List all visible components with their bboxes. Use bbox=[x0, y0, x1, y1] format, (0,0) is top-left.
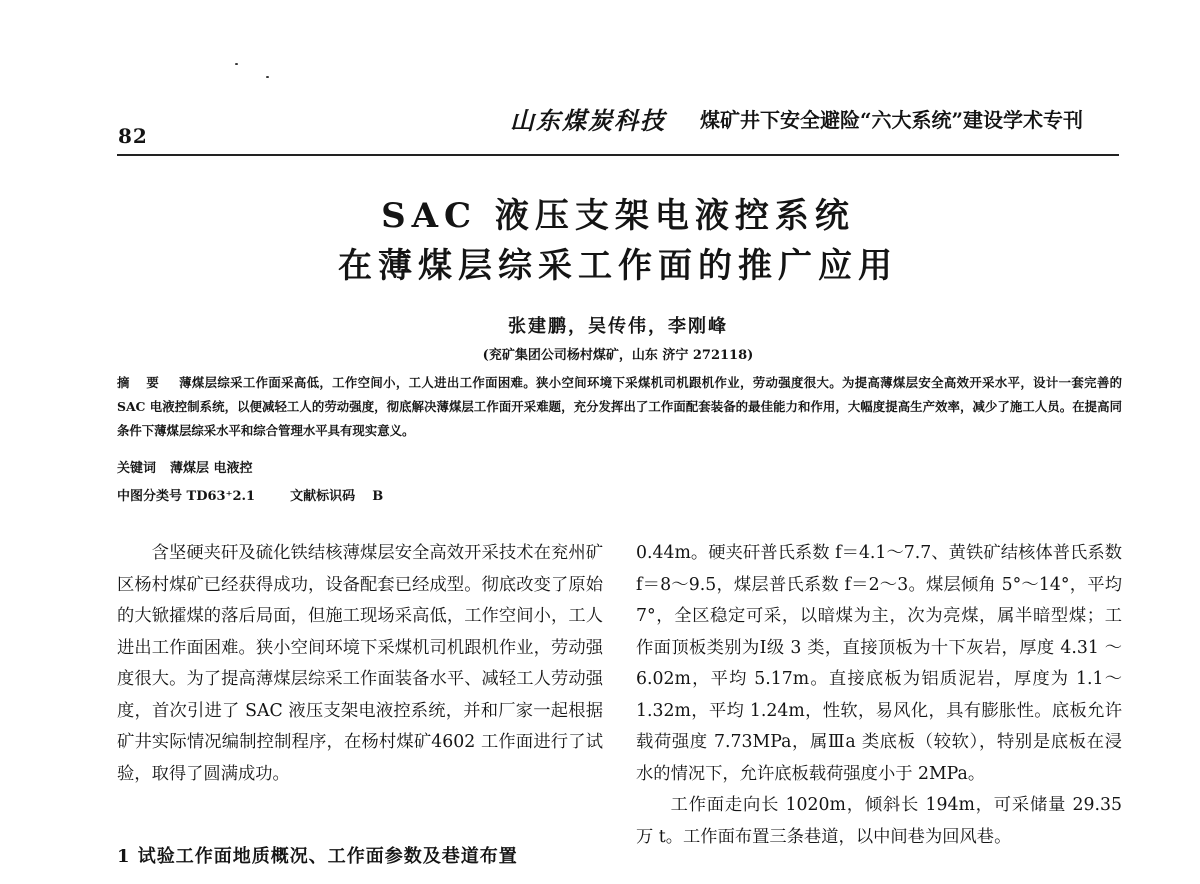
abstract-label: 摘 要 bbox=[117, 375, 166, 390]
article-title-line-2: 在薄煤层综采工作面的推广应用 bbox=[338, 246, 898, 286]
body-paragraph: 含坚硬夹矸及硫化铁结核薄煤层安全高效开采技术在兖州矿区杨村煤矿已经获得成功，设备配套已经成型。彻底改变了原始的大锨攉煤的落后局面，但施工现场采高低，工作空间小，工人进出工作面困难。狭小空间环境下采煤机司机跟机作业，劳动强度很大。为了提高薄煤层综采工作面装备水平、减轻工人劳动强度，首次引进了 SAC 液压支架电液控系统，并和厂家一起根据矿井实际情况编制控制程序，在杨村煤矿4602 工作面进行了试验，取得了圆满成功。 bbox=[117, 543, 603, 784]
doc-code-label: 文献标识码 bbox=[290, 489, 356, 504]
class-label: 中图分类号 bbox=[117, 489, 183, 504]
keywords-text: 薄煤层 电液控 bbox=[170, 461, 253, 476]
header-rule bbox=[117, 154, 1119, 156]
page-number: 82 bbox=[118, 124, 148, 148]
abstract bbox=[117, 371, 1122, 443]
journal-logo: 山东煤炭科技 bbox=[510, 106, 666, 135]
authors: 张建鹏，吴传伟，李刚峰 bbox=[508, 316, 728, 337]
section-heading: 1 试验工作面地质概况、工作面参数及巷道布置 bbox=[117, 846, 518, 867]
body-paragraph: 工作面走向长 1020m，倾斜长 194m，可采储量 29.35万 t。工作面布置三条巷道，以中间巷为回风巷。 bbox=[636, 795, 1122, 847]
scan-speck bbox=[266, 76, 269, 78]
class-value: TD63⁺2.1 bbox=[186, 489, 256, 504]
affiliation: (兖矿集团公司杨村煤矿，山东 济宁 272118) bbox=[482, 348, 754, 363]
keywords bbox=[117, 457, 253, 476]
special-issue-title: 煤矿井下安全避险“六大系统”建设学术专刊 bbox=[700, 108, 1084, 132]
body-column-left bbox=[117, 538, 603, 790]
body-paragraph: 0.44m。硬夹矸普氏系数 f＝4.1～7.7、黄铁矿结核体普氏系数 f＝8～9.5，煤层普氏系数 f＝2～3。煤层倾角 5°～14°，平均 7°，全区稳定可采，以暗煤为主，次为亮煤，属半暗型煤；工作面顶板类别为Ⅰ级 3 类，直接顶板为十下灰岩，厚度 4.31 ～6.02m，平均 5.17m。直接底板为铝质泥岩，厚度为 1.1～1.32m，平均 1.24m，性软，易风化，具有膨胀性。底板允许载荷强度 7.73MPa，属Ⅲa 类底板（较软），特别是底板在浸水的情况下，允许底板载荷强度小于 2MPa。 bbox=[636, 543, 1122, 784]
article-title-line-1: SAC 液压支架电液控系统 bbox=[381, 196, 855, 236]
abstract-text: 薄煤层综采工作面采高低，工作空间小，工人进出工作面困难。狭小空间环境下采煤机司机跟机作业，劳动强度很大。为提高薄煤层安全高效开采水平，设计一套完善的 SAC 电液控制系统，以便减轻工人的劳动强度，彻底解决薄煤层工作面开采难题，充分发挥出了工作面配套装备的最佳能力和作用，大幅度提高生产效率，减少了施工人员。在提高同条件下薄煤层综采水平和综合管理水平具有现实意义。 bbox=[117, 375, 1122, 438]
classification-info bbox=[117, 485, 383, 504]
body-column-right bbox=[636, 538, 1122, 853]
doc-code-value: B bbox=[372, 489, 384, 504]
scan-speck bbox=[235, 63, 238, 65]
keywords-label: 关键词 bbox=[117, 461, 157, 476]
